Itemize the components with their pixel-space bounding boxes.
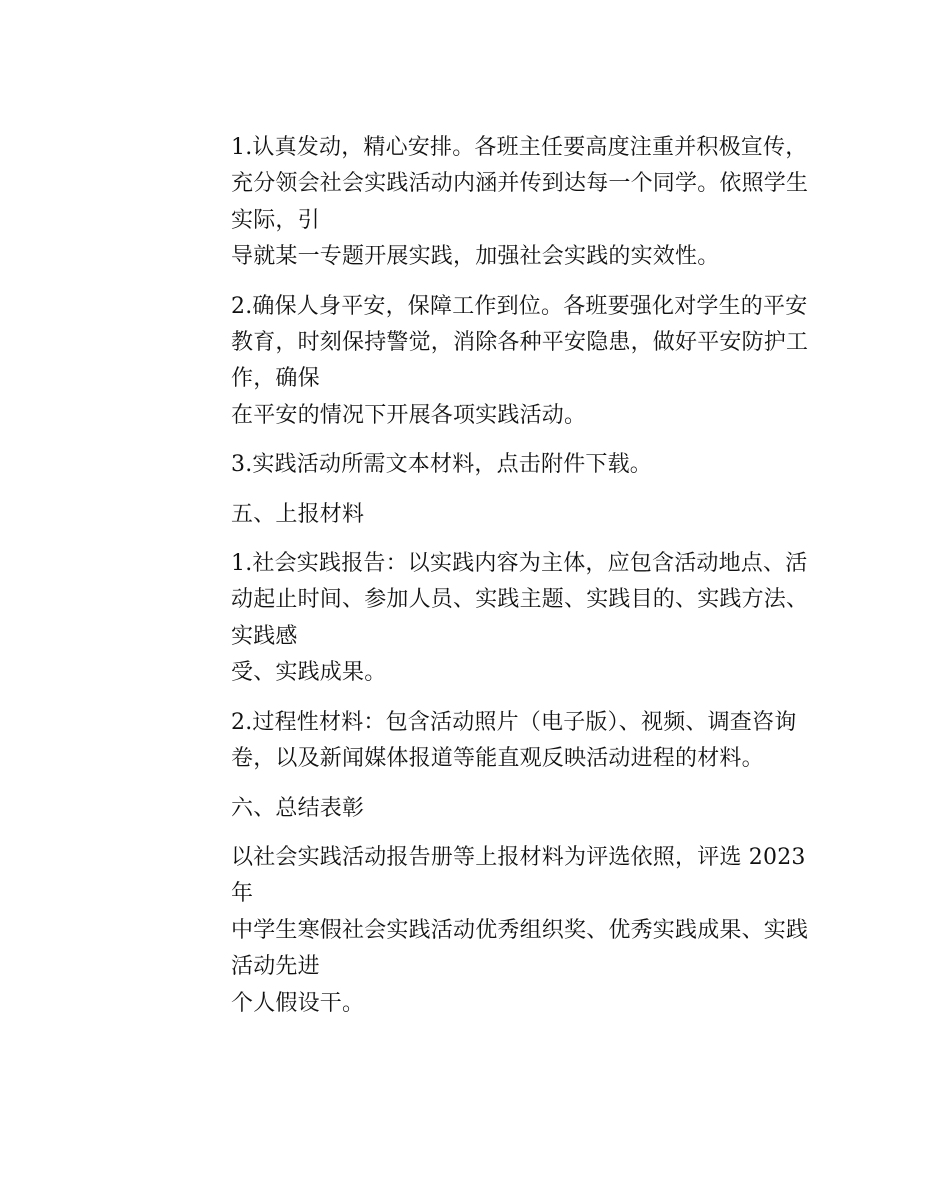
- paragraph-materials-download: 3.实践活动所需文本材料，点击附件下载。: [231, 452, 652, 478]
- section-heading-summary-commendation: 六、总结表彰: [231, 795, 365, 821]
- paragraph-award-selection: 以社会实践活动报告册等上报材料为评选依照，评选 2023 年 中学生寒假社会实践活动优秀组织奖、优秀实践成果、实践活动先进 个人假设干。: [231, 844, 809, 1016]
- paragraph-practice-report: 1.社会实践报告：以实践内容为主体，应包含活动地点、活 动起止时间、参加人员、实践主题、实践目的、实践方法、实践感 受、实践成果。: [231, 551, 809, 686]
- paragraph-mobilize: 1.认真发动，精心安排。各班主任要高度注重并积极宣传， 充分领会社会实践活动内涵并传到达每一个同学。依照学生实际，引 导就某一专题开展实践，加强社会实践的实效性。: [231, 135, 809, 270]
- paragraph-process-materials: 2.过程性材料：包含活动照片（电子版）、视频、调查咨询 卷，以及新闻媒体报道等能直观反映活动进程的材料。: [231, 709, 797, 772]
- document-body: [143, 130, 823, 1022]
- section-heading-report-materials: 五、上报材料: [231, 501, 365, 527]
- paragraph-safety: 2.确保人身平安，保障工作到位。各班要强化对学生的平安 教育，时刻保持警觉，消除各种平安隐患，做好平安防护工作，确保 在平安的情况下开展各项实践活动。: [231, 293, 809, 428]
